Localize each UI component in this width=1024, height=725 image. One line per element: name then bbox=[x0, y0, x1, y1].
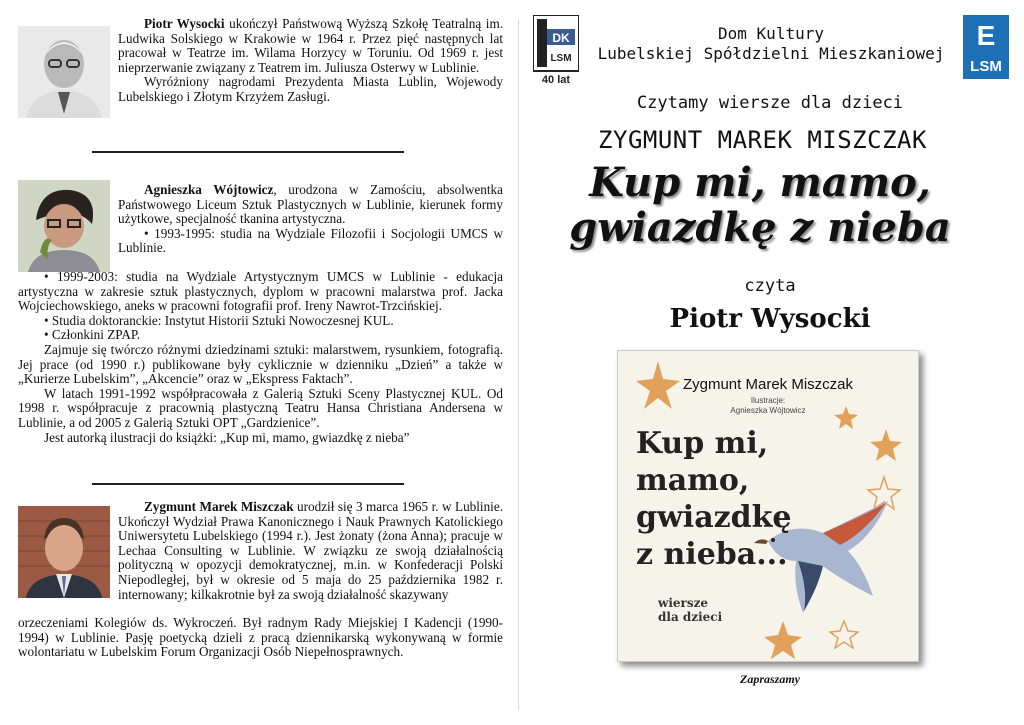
dk-logo-lsm: LSM bbox=[550, 53, 572, 64]
bio-text: ukończył Państwową Wyższą Szkołę Teatralną im. Ludwika Solskiego w Krakowie w 1964 r. Przez pięć następnych lat pracował w Teatrze im. Wilama Horzycy w Toruniu. Od 1969 r. jest nieprzerwanie związany z Teatrem im. Juliusza Osterwy w Lublinie. bbox=[118, 16, 504, 75]
star-icon bbox=[764, 621, 802, 659]
section-divider bbox=[92, 483, 404, 485]
dk-logo-text: DK bbox=[552, 31, 570, 45]
reads-label: czyta bbox=[744, 276, 796, 296]
bio-piotr-wysocki bbox=[118, 17, 503, 105]
star-icon bbox=[870, 429, 902, 461]
organization-name bbox=[585, 24, 957, 64]
dk-lsm-logo bbox=[533, 15, 579, 85]
cover-illustrator: Agnieszka Wójtowicz bbox=[730, 406, 806, 415]
bio-item: • Studia doktoranckie: Instytut Historii Sztuki Nowoczesnej KUL. bbox=[44, 312, 394, 328]
event-author: ZYGMUNT MAREK MISZCZAK bbox=[598, 126, 927, 154]
cover-subtitle-line: dla dzieci bbox=[658, 610, 723, 624]
bio-zygmunt-miszczak-head bbox=[118, 500, 503, 602]
cover-illustrator-block bbox=[618, 396, 918, 416]
photo-piotr-wysocki bbox=[18, 26, 110, 118]
bio-text: urodził się 3 marca 1965 r. w Lublinie. Ukończył Wydział Prawa Kanonicznego i Nauk Prawnych Katolickiego Uniwersytetu Lubelskiego (1994 r.). Jest żonaty (żona Anna); pracuje w Lechaa Consulting w Lublinie. W związku ze swoją działalnością polityczną w opozycji demokratycznej, m.in. w Konfederacji Polski Niepodległej, był w okresie od 5 maja do 25 października 1982 r. internowany; kilkakrotnie był za swoją działalność skazywany bbox=[118, 499, 503, 602]
book-cover bbox=[617, 350, 919, 662]
event-title-line-1: Kup mi, mamo, bbox=[589, 159, 931, 206]
bio-paragraph: Zajmuje się twórczo różnymi dziedzinami sztuki: malarstwem, rysunkiem, fotografią. Jej prace (od 1990 r.) publikowane były cyklicznie w dzienniku „Dzień” a także w „Kurierze Lubelskim”, „Akcencie” oraz w „Ekspress Faktach”. bbox=[18, 341, 503, 387]
bio-agnieszka-wojtowicz-intro bbox=[118, 183, 503, 256]
cover-title-line: Kup mi, bbox=[636, 426, 769, 461]
bio-name: Agnieszka Wójtowicz bbox=[144, 182, 274, 197]
bio-text-continued: orzeczeniami Kolegiów ds. Wykroczeń. Był radnym Rady Miejskiej I Kadencji (1990-1994) w Lublinie. Pasję poetycką dzieli z pracą dziennikarską wykonywaną w formie wolontariatu w Lubelskim Forum Organizacji Osób Niepełnosprawnych. bbox=[18, 615, 503, 660]
bio-paragraph: W latach 1991-1992 współpracowała z Galerią Sztuki Sceny Plastycznej KUL. Od 1998 r. współpracuje z pracownią plastyczną Teatru Hansa Christiana Andersena w Lublinie, a od 2005 z Galerią Sztuki OPT „Gardzienice”. bbox=[18, 385, 503, 430]
lsm-logo-e: E bbox=[976, 20, 996, 51]
cover-title bbox=[636, 425, 792, 573]
lsm-logo bbox=[963, 15, 1009, 79]
cover-title-line: z nieba... bbox=[636, 537, 788, 572]
reader-name: Piotr Wysocki bbox=[669, 304, 871, 334]
bio-zygmunt-miszczak-tail bbox=[18, 616, 503, 660]
bio-item: • 1993-1995: studia na Wydziale Filozofii i Socjologii UMCS w Lublinie. bbox=[118, 225, 503, 256]
bio-paragraph: Jest autorką ilustracji do książki: „Kup mi, mamo, gwiazdkę z nieba” bbox=[44, 429, 410, 445]
bio-item: • 1999-2003: studia na Wydziale Artystycznym UMCS w Lublinie - edukacja artystyczna w zakresie sztuk plastycznych, dyplom w pracowni malarstwa prof. Jacka Wojciechowskiego, aneks w pracowni fotografii prof. Ireny Nawrot-Trzcińskiej. bbox=[18, 269, 503, 314]
event-title-line-2: gwiazdkę z nieba bbox=[569, 204, 951, 251]
org-line-2: Lubelskiej Spółdzielni Mieszkaniowej bbox=[597, 44, 945, 63]
event-title bbox=[540, 160, 980, 250]
cover-title-line: mamo, bbox=[636, 463, 750, 498]
event-subtitle: Czytamy wiersze dla dzieci bbox=[636, 93, 904, 113]
section-divider bbox=[92, 151, 404, 153]
lsm-logo-text: LSM bbox=[970, 58, 1002, 75]
bio-name: Zygmunt Marek Miszczak bbox=[144, 499, 294, 514]
cover-subtitle bbox=[658, 596, 722, 624]
cover-title-line: gwiazdkę bbox=[636, 500, 792, 535]
org-line-1: Dom Kultury bbox=[718, 24, 824, 43]
cover-author: Zygmunt Marek Miszczak bbox=[682, 376, 854, 393]
bio-item: • Członkini ZPAP. bbox=[44, 327, 141, 343]
cover-subtitle-line: wiersze bbox=[658, 596, 709, 610]
bio-text: , urodzona w Zamościu, absolwentka Państwowego Liceum Sztuk Plastycznych w Lublinie, kierunek formy użytkowe, specjalność tkanina artystyczna. bbox=[118, 182, 503, 227]
page-fold bbox=[518, 20, 519, 710]
cover-illustrator-label: Ilustracje: bbox=[750, 396, 786, 405]
photo-agnieszka-wojtowicz bbox=[18, 180, 110, 272]
bio-name: Piotr Wysocki bbox=[144, 16, 225, 31]
bio-awards: Wyróżniony nagrodami Prezydenta Miasta Lublin, Wojewody Lubelskiego i Złotym Krzyżem Zasługi. bbox=[118, 74, 503, 104]
dk-logo-years: 40 lat bbox=[541, 74, 571, 85]
bio-agnieszka-wojtowicz bbox=[18, 270, 503, 445]
photo-zygmunt-miszczak bbox=[18, 506, 110, 598]
star-outline-icon bbox=[830, 621, 858, 648]
invitation: Zapraszamy bbox=[740, 672, 800, 686]
